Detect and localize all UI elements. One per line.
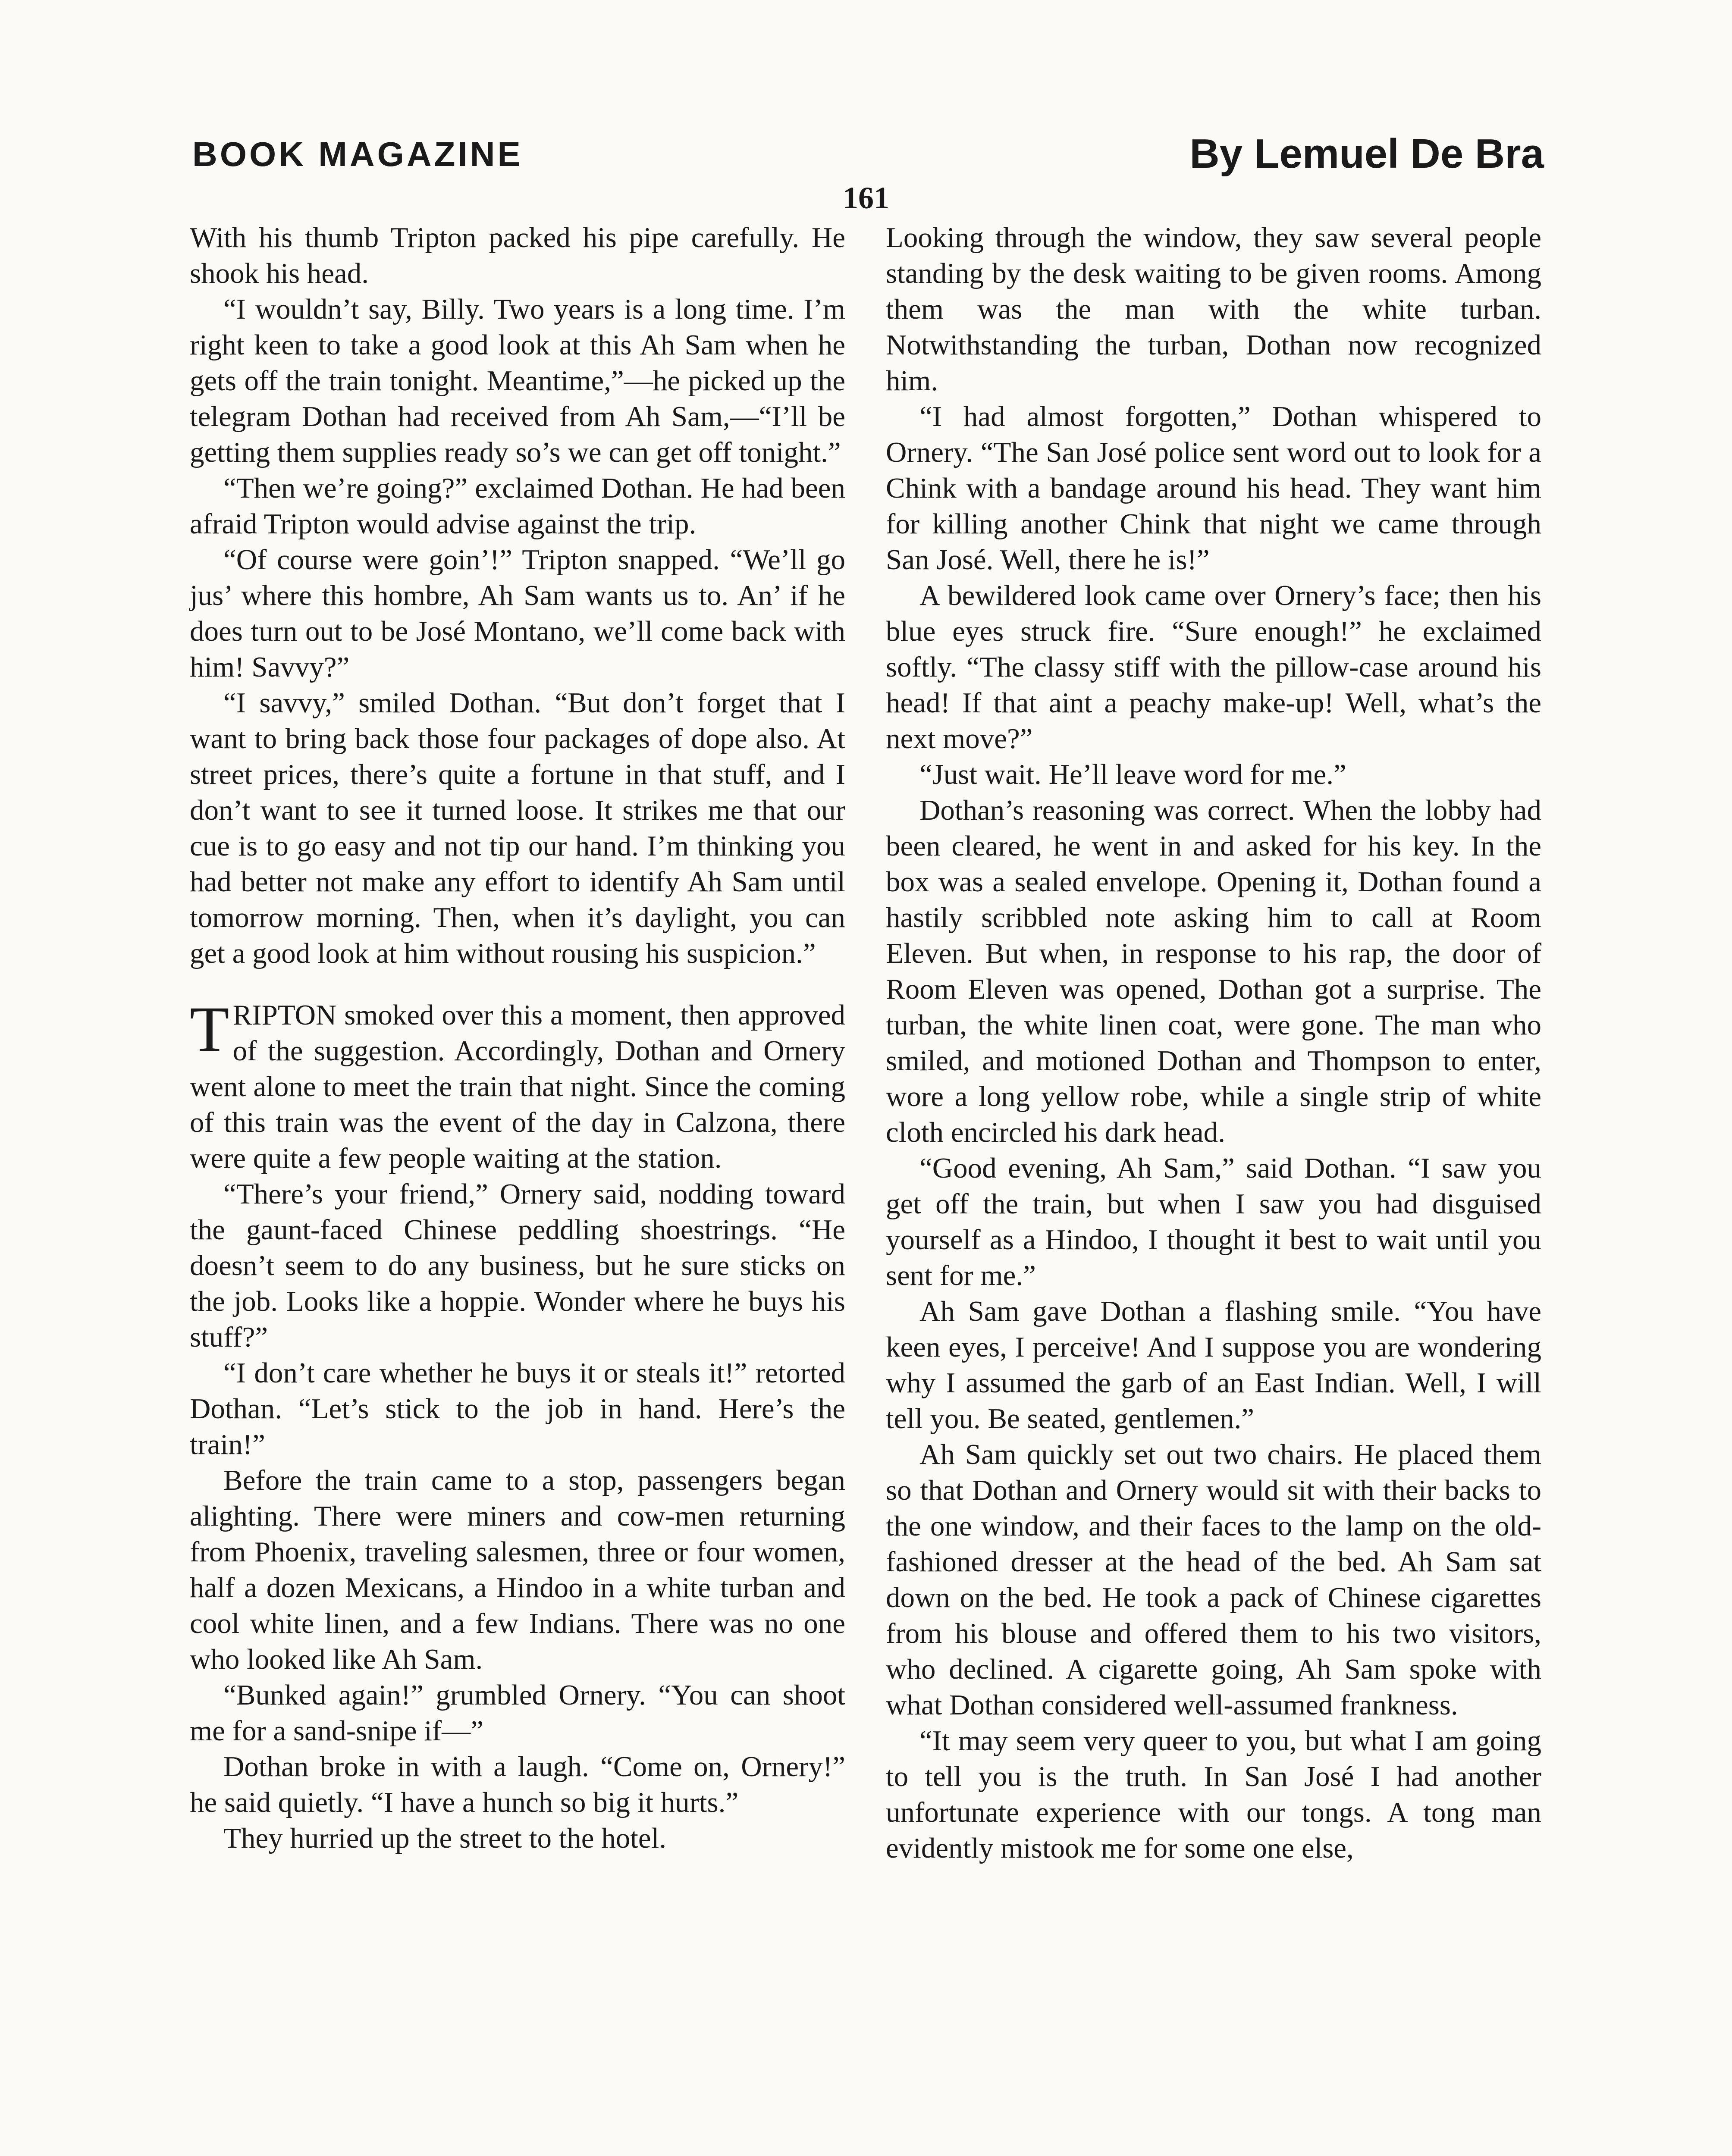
section-start-paragraph bbox=[190, 993, 845, 1176]
paragraph: Ah Sam quickly set out two chairs. He placed them so that Dothan and Ornery would sit with their backs to the one window, and their faces to the lamp on the old-fashioned dresser at the head of the bed. Ah Sam sat down on the bed. He took a pack of Chinese cigarettes from his blouse and offered them to his two visitors, who declined. A cigarette going, Ah Sam spoke with what Dothan considered well-assumed frankness. bbox=[886, 1438, 1541, 1721]
paragraph: Looking through the window, they saw several people standing by the desk waiting to be given rooms. Among them was the man with the white turban. Notwithstanding the turban, Dothan now recognized him. bbox=[886, 222, 1541, 397]
paragraph: “I wouldn’t say, Billy. Two years is a long time. I’m right keen to take a good look at this Ah Sam when he gets off the train tonight. Meantime,”—he picked up the telegram Dothan had received from Ah Sam,—“I’ll be getting them supplies ready so’s we can get off tonight.” bbox=[190, 293, 845, 468]
paragraph: “I savvy,” smiled Dothan. “But don’t forget that I want to bring back those four packages of dope also. At street prices, there’s quite a fortune in that stuff, and I don’t want to see it turned loose. It strikes me that our cue is to go easy and not tip our hand. I’m thinking you had better not make any effort to identify Ah Sam until tomorrow morning. Then, when it’s daylight, you can get a good look at him without rousing his suspicion.” bbox=[190, 687, 845, 969]
paragraph: With his thumb Tripton packed his pipe carefully. He shook his head. bbox=[190, 222, 845, 289]
paragraph: A bewildered look came over Ornery’s face; then his blue eyes struck fire. “Sure enough!” he exclaimed softly. “The classy stiff with the pillow-case around his head! If that aint a peachy make-up! Well, what’s the next move?” bbox=[886, 580, 1541, 755]
magazine-title: BOOK MAGAZINE bbox=[192, 135, 523, 173]
right-column bbox=[886, 220, 1541, 1866]
paragraph: “Bunked again!” grumbled Ornery. “You can shoot me for a sand-snipe if—” bbox=[190, 1679, 845, 1747]
paragraph: Before the train came to a stop, passengers began alighting. There were miners and cow-men returning from Phoenix, traveling salesmen, three or four women, half a dozen Mexicans, a Hindoo in a white turban and cool white linen, and a few Indians. There was no one who looked like Ah Sam. bbox=[190, 1464, 845, 1675]
paragraph: “I don’t care whether he buys it or steals it!” retorted Dothan. “Let’s stick to the job in hand. Here’s the train!” bbox=[190, 1357, 845, 1460]
paragraph: “Of course were goin’!” Tripton snapped. “We’ll go jus’ where this hombre, Ah Sam wants us to. An’ if he does turn out to be José Montano, we’ll come back with him! Savvy?” bbox=[190, 544, 845, 683]
paragraph: “Just wait. He’ll leave word for me.” bbox=[919, 758, 1346, 790]
paragraph: “There’s your friend,” Ornery said, nodding toward the gaunt-faced Chinese peddling shoestrings. “He doesn’t seem to do any business, but he sure sticks on the job. Looks like a hoppie. Wonder where he buys his stuff?” bbox=[190, 1178, 845, 1353]
paragraph: “I had almost forgotten,” Dothan whispered to Ornery. “The San José police sent word out to look for a Chink with a bandage around his head. They want him for killing another Chink that night we came through San José. Well, there he is!” bbox=[886, 401, 1541, 576]
paragraph: “Good evening, Ah Sam,” said Dothan. “I saw you get off the train, but when I saw you had disguised yourself as a Hindoo, I thought it best to wait until you sent for me.” bbox=[886, 1152, 1541, 1291]
page-number: 161 bbox=[843, 181, 889, 215]
paragraph: Dothan broke in with a laugh. “Come on, Ornery!” he said quietly. “I have a hunch so big it hurts.” bbox=[190, 1751, 845, 1818]
left-column bbox=[190, 220, 845, 1856]
paragraph: They hurried up the street to the hotel. bbox=[223, 1822, 667, 1854]
author-byline: By Lemuel De Bra bbox=[1189, 131, 1544, 177]
paragraph: “It may seem very queer to you, but what I am going to tell you is the truth. In San José I had another unfortunate experience with our tongs. A tong man evidently mistook me for some one else, bbox=[886, 1725, 1541, 1864]
paragraph-text: RIPTON smoked over this a moment, then approved of the suggestion. Accordingly, Dothan and Ornery went alone to meet the train that night. Since the coming of this train was the event of the day in Calzona, there were quite a few people waiting at the station. bbox=[190, 999, 845, 1174]
paragraph: “Then we’re going?” exclaimed Dothan. He had been afraid Tripton would advise against the trip. bbox=[190, 472, 845, 540]
paragraph: Ah Sam gave Dothan a flashing smile. “You have keen eyes, I perceive! And I suppose you are wondering why I assumed the garb of an East Indian. Well, I will tell you. Be seated, gentlemen.” bbox=[886, 1295, 1541, 1435]
page-header bbox=[192, 131, 1544, 182]
drop-cap: T bbox=[190, 993, 229, 1065]
paragraph: Dothan’s reasoning was correct. When the lobby had been cleared, he went in and asked for his key. In the box was a sealed envelope. Opening it, Dothan found a hastily scribbled note asking him to call at Room Eleven. But when, in response to his rap, the door of Room Eleven was opened, Dothan got a surprise. The turban, the white linen coat, were gone. The man who smiled, and motioned Dothan and Thompson to enter, wore a long yellow robe, while a single strip of white cloth encircled his dark head. bbox=[886, 794, 1541, 1148]
